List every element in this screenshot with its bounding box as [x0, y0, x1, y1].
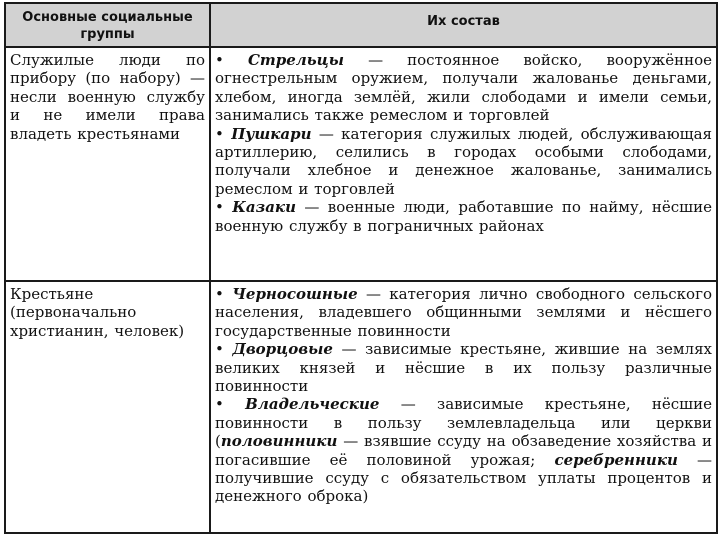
list-item: [215, 395, 712, 505]
item-text: — категория лично свободного сельского населения, владевшего общинными землями и нёсшего государственные повинности: [215, 285, 712, 340]
bullet: •: [215, 51, 224, 69]
bullet: •: [215, 124, 224, 143]
term-vladelcheskie: Владельческие: [245, 395, 380, 414]
list-item: [215, 125, 712, 199]
header-composition: Их состав: [210, 3, 717, 47]
bullet: •: [215, 198, 224, 217]
term-kazaki: Казаки: [232, 198, 296, 217]
header-row: [5, 3, 717, 47]
item-text: — военные люди, работавшие по найму, нёсшие военную службу в пограничных районах: [215, 198, 712, 235]
list-item: [215, 198, 712, 235]
bullet: •: [215, 395, 224, 414]
social-groups-table: [4, 2, 718, 534]
table-row: [5, 47, 717, 281]
list-item: [215, 51, 712, 125]
bullet: •: [215, 285, 224, 303]
term-pushkari: Пушкари: [231, 124, 312, 143]
item-text: — зависимые крестьяне, жившие на землях великих князей и нёсшие в их пользу различные повинности: [215, 340, 712, 396]
term-polovinniki: половинники: [220, 432, 338, 451]
term-serebrenniki: серебренники: [554, 450, 678, 469]
table-row: [5, 281, 717, 533]
item-text: — зависимые крестьяне, нёсшие повинности в пользу землевладельца или церкви (: [215, 395, 712, 451]
header-groups: Основные социальные группы: [5, 3, 210, 47]
term-dvortsovye: Дворцовые: [232, 340, 333, 359]
table-header: [5, 3, 717, 47]
list-item: [215, 285, 712, 340]
item-text: — постоянное войско, вооружённое огнестрельным оружием, получали жалованье деньгами, хлебом, иногда землёй, жили слободами и имели семьи, занимались также ремеслом и торговлей: [215, 51, 712, 125]
bullet: •: [215, 340, 224, 359]
term-streltsy: Стрельцы: [247, 51, 344, 69]
item-text: — категория служилых людей, обслуживающая артиллерию, селились в городах особыми слободами, получали хлебное и денежное жалованье, занимались ремеслом и торговлей: [215, 124, 712, 198]
item-text: — получившие ссуду с обязательством уплаты процентов и денежного оброка): [215, 450, 712, 506]
composition-cell: [210, 47, 717, 281]
composition-cell: [210, 281, 717, 533]
group-cell: Служилые люди по прибору (по набору) — несли военную службу и не имели права владеть крестьянами: [5, 47, 210, 281]
list-item: [215, 340, 712, 395]
group-cell: Крестьяне (первоначально христианин, человек): [5, 281, 210, 533]
term-chernososhnye: Черносошные: [232, 285, 358, 303]
item-text: — взявшие ссуду на обзаведение хозяйства и погасившие её половиной урожая;: [215, 432, 712, 469]
